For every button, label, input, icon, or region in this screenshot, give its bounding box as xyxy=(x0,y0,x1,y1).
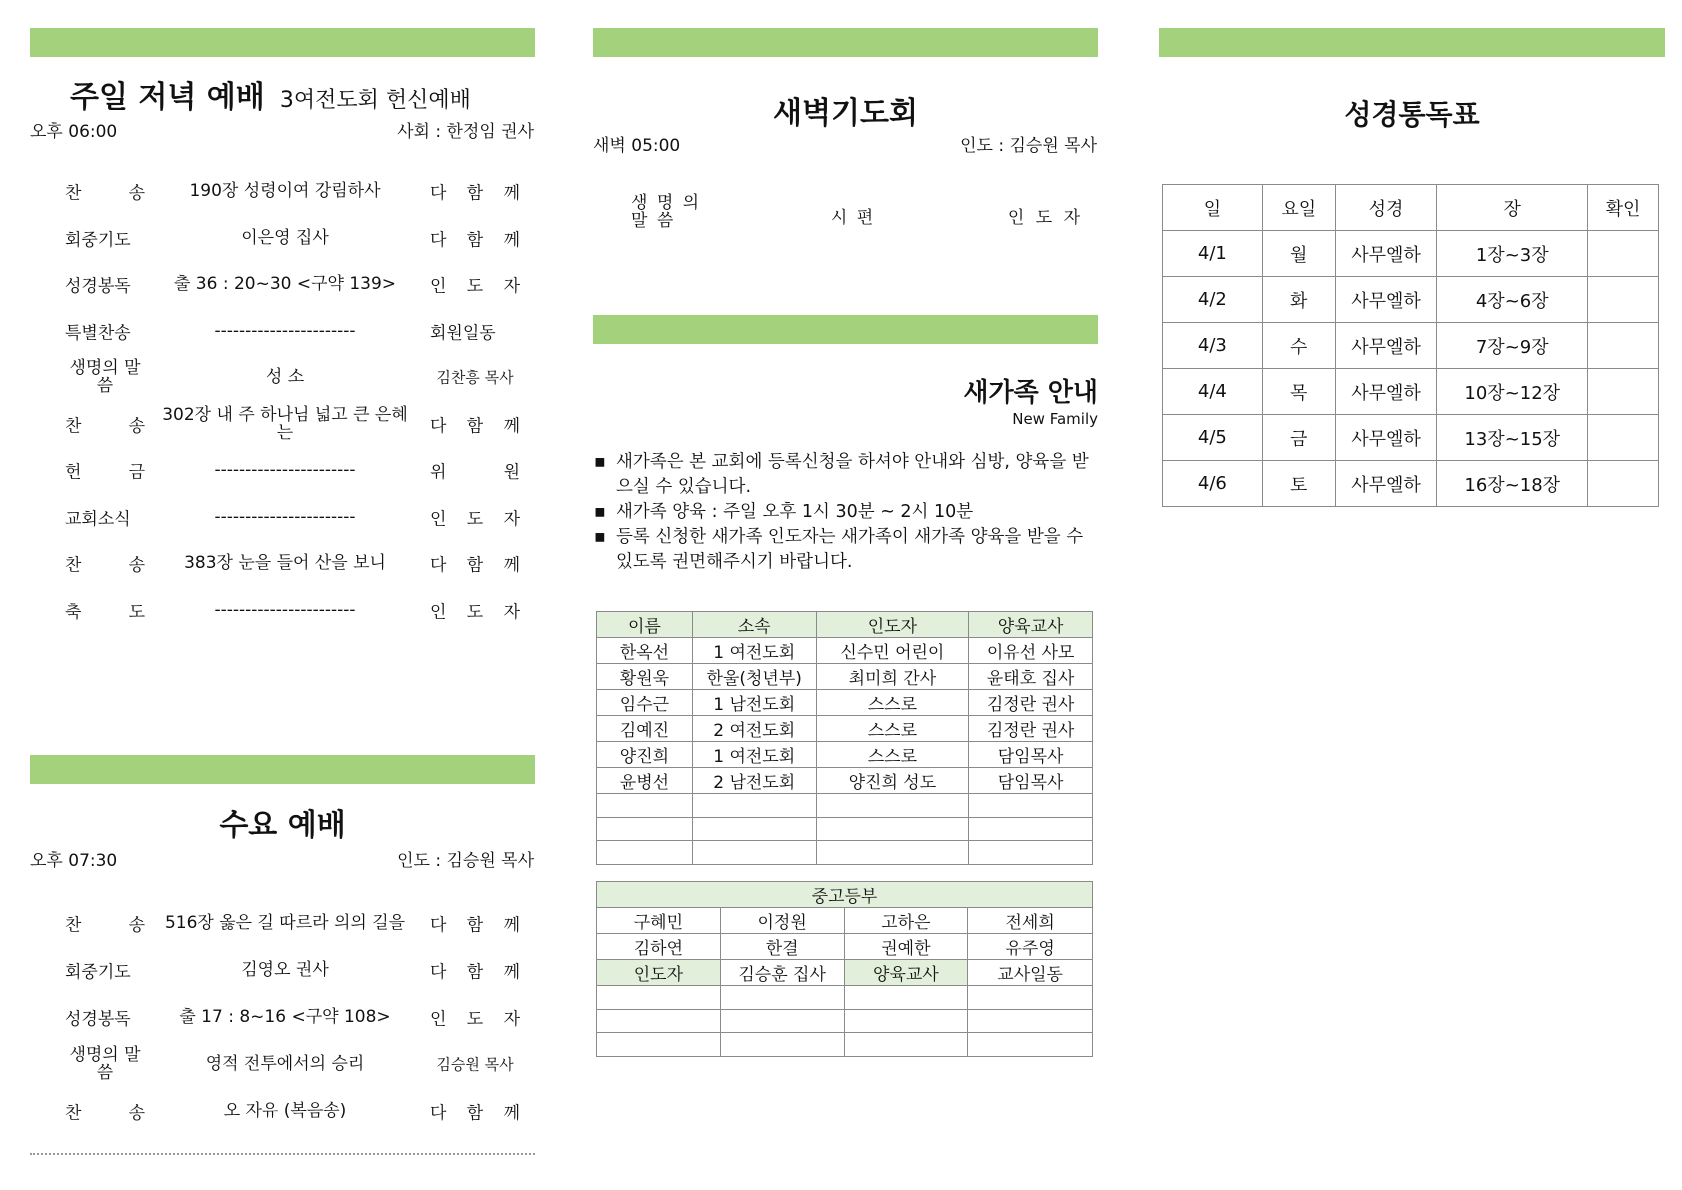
order-label: 생명의 말씀 xyxy=(69,358,141,396)
bible-table-header: 장 xyxy=(1437,185,1588,231)
wednesday-order-row xyxy=(30,994,535,1040)
order-label: 찬 송 xyxy=(65,555,145,576)
youth-table-row xyxy=(597,986,1093,1010)
wednesday-title: 수요 예배 xyxy=(219,808,346,843)
bible-table-row xyxy=(1163,323,1659,369)
order-label: 성경봉독 xyxy=(65,1009,131,1030)
bible-table-cell: 화 xyxy=(1262,277,1335,323)
bible-table-cell: 1장~3장 xyxy=(1437,231,1588,277)
sunday-order-row xyxy=(30,354,535,400)
youth-table-cell xyxy=(968,986,1093,1010)
wednesday-order-row xyxy=(30,1041,535,1087)
youth-table-cell: 고하은 xyxy=(844,908,968,934)
order-performer: 인 도 자 xyxy=(430,1009,520,1030)
section-bar-wednesday xyxy=(30,755,535,784)
new-family-table-cell: 한울(청년부) xyxy=(692,664,816,690)
bible-table-check-cell[interactable] xyxy=(1588,415,1659,461)
sunday-subtitle: 3여전도회 헌신예배 xyxy=(279,88,471,113)
new-family-table-cell: 1 여전도회 xyxy=(692,638,816,664)
sunday-order-row xyxy=(30,494,535,540)
bible-reading-table xyxy=(1162,184,1659,507)
youth-table-cell xyxy=(844,1009,968,1033)
order-content: 출 36 : 20~30 <구약 139> xyxy=(173,274,397,294)
youth-table-cell xyxy=(968,1033,1093,1057)
sunday-order-row xyxy=(30,215,535,261)
bible-table-row xyxy=(1163,277,1659,323)
order-performer: 회원일동 xyxy=(430,323,496,343)
order-performer: 다 함 께 xyxy=(430,416,520,436)
section-bar-sunday xyxy=(30,28,535,57)
new-family-table-cell xyxy=(969,841,1093,865)
new-family-table-cell: 2 여전도회 xyxy=(692,716,816,742)
new-family-table-cell: 스스로 xyxy=(816,690,969,716)
new-family-table-cell: 양진희 xyxy=(597,742,693,768)
bible-table-check-cell[interactable] xyxy=(1588,323,1659,369)
order-label: 찬 송 xyxy=(65,416,145,436)
new-family-table-cell xyxy=(816,794,969,818)
youth-table-leader-row xyxy=(597,960,1093,986)
new-family-table-cell: 임수근 xyxy=(597,690,693,716)
dawn-time: 새벽 05:00 xyxy=(593,136,681,156)
new-family-table-cell: 윤병선 xyxy=(597,768,693,794)
new-family-table-cell: 최미희 간사 xyxy=(816,664,969,690)
new-family-subtitle: New Family xyxy=(1012,410,1098,428)
bible-table-header: 요일 xyxy=(1262,185,1335,231)
dawn-row-content: 시 편 xyxy=(830,208,876,228)
new-family-table-cell: 담임목사 xyxy=(969,742,1093,768)
youth-table-cell: 유주영 xyxy=(968,934,1093,960)
sunday-order-row xyxy=(30,447,535,493)
sunday-order-row xyxy=(30,401,535,447)
new-family-table-row xyxy=(597,664,1093,690)
youth-table-row xyxy=(597,908,1093,934)
bible-table-check-cell[interactable] xyxy=(1588,461,1659,507)
new-family-table-header: 양육교사 xyxy=(969,612,1093,638)
bible-table-cell: 사무엘하 xyxy=(1335,461,1437,507)
youth-table-cell xyxy=(720,1009,844,1033)
new-family-table-cell: 스스로 xyxy=(816,742,969,768)
dawn-row-label xyxy=(631,194,706,230)
order-content: 김영오 권사 xyxy=(241,960,329,980)
sunday-order-row xyxy=(30,540,535,586)
order-performer: 다 함 께 xyxy=(430,183,520,204)
new-family-table-cell xyxy=(692,841,816,865)
wednesday-time: 오후 07:30 xyxy=(30,851,118,871)
new-family-table-cell xyxy=(597,841,693,865)
new-family-table-cell: 윤태호 집사 xyxy=(969,664,1093,690)
new-family-table-row xyxy=(597,742,1093,768)
new-family-table-cell: 신수민 어린이 xyxy=(816,638,969,664)
youth-table-cell: 이정원 xyxy=(720,908,844,934)
bible-table-cell: 4/4 xyxy=(1163,369,1263,415)
new-family-table-cell xyxy=(597,817,693,841)
new-family-table-row xyxy=(597,841,1093,865)
order-label: 축 도 xyxy=(65,602,145,622)
order-performer: 인 도 자 xyxy=(430,602,520,622)
bible-table-cell: 13장~15장 xyxy=(1437,415,1588,461)
new-family-table-cell: 김정란 권사 xyxy=(969,716,1093,742)
bible-table-cell: 사무엘하 xyxy=(1335,323,1437,369)
bible-table-header: 확인 xyxy=(1588,185,1659,231)
bible-table-row xyxy=(1163,369,1659,415)
bible-table-row xyxy=(1163,415,1659,461)
bible-table-cell: 4/5 xyxy=(1163,415,1263,461)
new-family-table-cell: 황원욱 xyxy=(597,664,693,690)
section-bar-dawn xyxy=(593,28,1098,57)
sunday-order-row xyxy=(30,308,535,354)
dawn-row-performer: 인 도 자 xyxy=(1007,208,1083,228)
bible-table-check-cell[interactable] xyxy=(1588,231,1659,277)
order-performer: 다 함 께 xyxy=(430,230,520,250)
new-family-table-row xyxy=(597,716,1093,742)
order-label: 찬 송 xyxy=(65,183,145,204)
new-family-table-cell xyxy=(969,817,1093,841)
sunday-order-row xyxy=(30,261,535,307)
youth-table-cell: 양육교사 xyxy=(844,960,968,986)
youth-table-row xyxy=(597,1009,1093,1033)
order-performer: 다 함 께 xyxy=(430,555,520,576)
order-label: 찬 송 xyxy=(65,915,145,936)
new-family-table-cell: 담임목사 xyxy=(969,768,1093,794)
new-family-table-cell: 1 여전도회 xyxy=(692,742,816,768)
order-content: 출 17 : 8~16 <구약 108> xyxy=(179,1007,391,1027)
youth-table-cell: 권예한 xyxy=(844,934,968,960)
dawn-row-label-text: 생 명 의 말 씀 xyxy=(631,193,702,231)
order-performer: 위 원 xyxy=(430,462,520,483)
youth-table-cell xyxy=(597,1009,721,1033)
order-performer: 다 함 께 xyxy=(430,915,520,936)
bible-table-cell: 4/1 xyxy=(1163,231,1263,277)
bible-table-header: 성경 xyxy=(1335,185,1437,231)
order-label: 헌 금 xyxy=(65,462,145,483)
sunday-order-row xyxy=(30,168,535,214)
dotted-divider xyxy=(30,1153,535,1155)
new-family-table-cell xyxy=(816,817,969,841)
wednesday-order-row xyxy=(30,947,535,993)
bible-table-cell: 4/2 xyxy=(1163,277,1263,323)
youth-table-cell xyxy=(844,986,968,1010)
order-performer: 김찬흥 목사 xyxy=(436,368,514,387)
dawn-row xyxy=(593,190,1098,236)
bible-table-cell: 목 xyxy=(1262,369,1335,415)
new-family-guide-list xyxy=(592,450,1102,575)
new-family-table xyxy=(596,611,1093,865)
order-content: 383장 눈을 들어 산을 보니 xyxy=(184,553,386,573)
guide-item: ▪ 새가족은 본 교회에 등록신청을 하셔야 안내와 심방, 양육을 받으실 수 있습니다. xyxy=(592,450,1102,500)
youth-table xyxy=(596,881,1093,1057)
new-family-table-cell xyxy=(597,794,693,818)
order-performer: 다 함 께 xyxy=(430,962,520,983)
bible-table-cell: 10장~12장 xyxy=(1437,369,1588,415)
new-family-table-cell: 이유선 사모 xyxy=(969,638,1093,664)
order-label: 특별찬송 xyxy=(65,323,131,343)
bible-table-cell: 사무엘하 xyxy=(1335,231,1437,277)
section-bar-bible xyxy=(1159,28,1665,57)
new-family-table-header: 인도자 xyxy=(816,612,969,638)
bible-table-cell: 금 xyxy=(1262,415,1335,461)
order-content: 이은영 집사 xyxy=(241,227,329,248)
dawn-title: 새벽기도회 xyxy=(773,96,918,131)
youth-table-cell xyxy=(844,1033,968,1057)
order-content: 오 자유 (복음송) xyxy=(223,1101,347,1121)
order-label: 교회소식 xyxy=(65,509,131,529)
youth-table-cell: 전세희 xyxy=(968,908,1093,934)
new-family-table-cell: 1 남전도회 xyxy=(692,690,816,716)
sunday-time: 오후 06:00 xyxy=(30,122,118,142)
wednesday-leader: 인도 : 김승원 목사 xyxy=(397,851,534,871)
youth-table-row xyxy=(597,1033,1093,1057)
order-label: 회중기도 xyxy=(65,962,131,983)
new-family-table-header: 소속 xyxy=(692,612,816,638)
new-family-table-cell: 스스로 xyxy=(816,716,969,742)
youth-table-cell xyxy=(597,986,721,1010)
dawn-leader: 인도 : 김승원 목사 xyxy=(960,136,1097,156)
youth-table-cell xyxy=(720,1033,844,1057)
new-family-table-cell xyxy=(816,841,969,865)
sunday-title-text: 주일 저녁 예배 xyxy=(70,80,265,115)
new-family-title: 새가족 안내 xyxy=(963,378,1098,408)
new-family-table-row xyxy=(597,817,1093,841)
order-label: 성경봉독 xyxy=(65,276,131,297)
order-content: ----------------------- xyxy=(214,506,356,527)
bible-table-cell: 7장~9장 xyxy=(1437,323,1588,369)
new-family-table-cell: 양진희 성도 xyxy=(816,768,969,794)
bible-table-cell: 월 xyxy=(1262,231,1335,277)
new-family-table-cell xyxy=(692,794,816,818)
wednesday-order-row xyxy=(30,1088,535,1134)
youth-table-title: 중고등부 xyxy=(597,882,1093,908)
order-performer: 김승원 목사 xyxy=(436,1055,514,1074)
order-performer: 인 도 자 xyxy=(430,509,520,529)
new-family-table-row xyxy=(597,794,1093,818)
sunday-leader: 사회 : 한정임 권사 xyxy=(397,122,534,142)
bible-table-cell: 4/6 xyxy=(1163,461,1263,507)
bible-table-cell: 사무엘하 xyxy=(1335,369,1437,415)
bible-table-row xyxy=(1163,461,1659,507)
new-family-table-cell: 2 남전도회 xyxy=(692,768,816,794)
youth-table-cell: 인도자 xyxy=(597,960,721,986)
guide-item: ▪ 새가족 양육 : 주일 오후 1시 30분 ~ 2시 10분 xyxy=(592,500,1102,525)
new-family-table-row xyxy=(597,638,1093,664)
new-family-table-cell: 김정란 권사 xyxy=(969,690,1093,716)
youth-table-cell: 교사일동 xyxy=(968,960,1093,986)
new-family-table-header: 이름 xyxy=(597,612,693,638)
youth-table-cell: 구혜민 xyxy=(597,908,721,934)
order-content: ----------------------- xyxy=(214,460,356,480)
guide-item: ▪ 등록 신청한 새가족 인도자는 새가족이 새가족 양육을 받을 수 있도록 권면해주시기 바랍니다. xyxy=(592,525,1102,575)
new-family-table-row xyxy=(597,690,1093,716)
new-family-table-row xyxy=(597,768,1093,794)
bible-table-cell: 토 xyxy=(1262,461,1335,507)
bible-table-cell: 사무엘하 xyxy=(1335,415,1437,461)
section-bar-new-family xyxy=(593,315,1098,344)
order-content: 성 소 xyxy=(265,367,305,387)
bible-table-cell: 수 xyxy=(1262,323,1335,369)
order-performer: 인 도 자 xyxy=(430,276,520,297)
new-family-table-cell: 한옥선 xyxy=(597,638,693,664)
bible-table-cell: 16장~18장 xyxy=(1437,461,1588,507)
bible-table-check-cell[interactable] xyxy=(1588,369,1659,415)
youth-table-cell xyxy=(597,1033,721,1057)
bible-table-row xyxy=(1163,231,1659,277)
order-label: 생명의 말씀 xyxy=(69,1045,141,1083)
sunday-title xyxy=(70,72,471,116)
order-content: 516장 옳은 길 따르라 의의 길을 xyxy=(164,913,406,933)
order-content: 190장 성령이여 강림하사 xyxy=(189,181,381,201)
bible-table-cell: 4장~6장 xyxy=(1437,277,1588,323)
youth-table-cell xyxy=(968,1009,1093,1033)
new-family-table-cell: 김예진 xyxy=(597,716,693,742)
new-family-table-cell xyxy=(692,817,816,841)
youth-table-cell xyxy=(720,986,844,1010)
order-content: ----------------------- xyxy=(214,320,356,341)
youth-table-cell: 김하연 xyxy=(597,934,721,960)
wednesday-order-row xyxy=(30,900,535,946)
youth-table-cell: 한결 xyxy=(720,934,844,960)
order-performer: 다 함 께 xyxy=(430,1103,520,1124)
order-label: 회중기도 xyxy=(65,230,131,250)
sunday-order-row xyxy=(30,587,535,633)
order-content: 302장 내 주 하나님 넓고 큰 은혜는 xyxy=(162,404,408,443)
bible-table-check-cell[interactable] xyxy=(1588,277,1659,323)
bible-table-cell: 사무엘하 xyxy=(1335,277,1437,323)
order-content: 영적 전투에서의 승리 xyxy=(205,1054,365,1074)
new-family-table-cell xyxy=(969,794,1093,818)
bible-title: 성경통독표 xyxy=(1344,98,1480,131)
youth-table-cell: 김승훈 집사 xyxy=(720,960,844,986)
order-content: ----------------------- xyxy=(214,599,356,620)
bible-table-header: 일 xyxy=(1163,185,1263,231)
order-label: 찬 송 xyxy=(65,1103,145,1124)
bible-table-cell: 4/3 xyxy=(1163,323,1263,369)
youth-table-row xyxy=(597,934,1093,960)
